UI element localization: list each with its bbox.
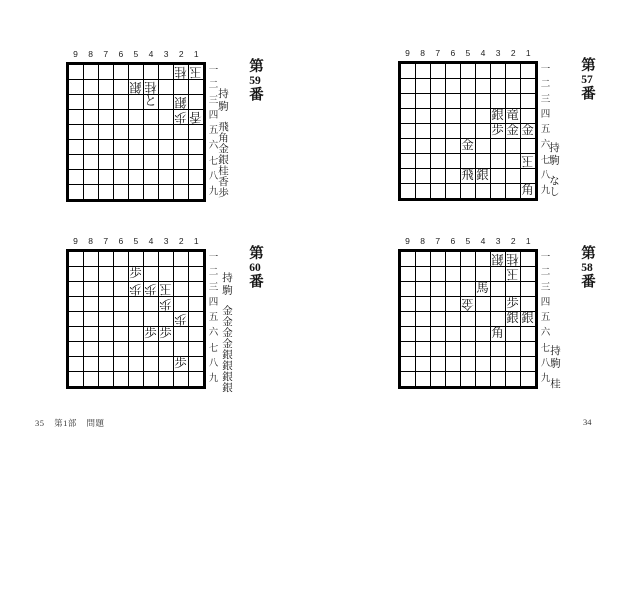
column-number: 3: [163, 49, 169, 59]
shogi-piece-sente: 金: [521, 123, 534, 137]
column-number: 9: [405, 48, 410, 58]
hand-pieces: 金金金金銀銀銀銀: [221, 305, 232, 393]
hand-pieces: 飛角金銀桂香歩: [217, 121, 228, 198]
shogi-piece-gote: 桂: [506, 252, 519, 266]
footer-section-title: 35 第1部 問題: [35, 418, 105, 428]
shogi-piece-sente: 歩: [491, 123, 504, 137]
row-number: 二: [540, 268, 551, 279]
column-number: 6: [450, 48, 456, 58]
shogi-board: [66, 249, 206, 389]
row-number: 四: [540, 110, 551, 121]
column-numbers: [68, 49, 204, 60]
column-number: 2: [178, 49, 184, 59]
shogi-piece-sente: 歩: [506, 296, 519, 310]
problem-57-block: [398, 48, 608, 211]
shogi-piece-gote: 歩: [144, 282, 157, 296]
row-number: 五: [208, 126, 219, 137]
row-number: 六: [540, 140, 551, 151]
column-number: 6: [118, 236, 124, 246]
shogi-piece-sente: 歩: [174, 356, 187, 370]
row-number: 八: [540, 170, 551, 181]
shogi-board: [66, 62, 206, 202]
column-numbers: [400, 236, 536, 247]
row-number: 一: [540, 65, 551, 75]
pieces-in-hand: [547, 142, 559, 197]
row-number: 五: [540, 313, 551, 324]
row-number: 四: [540, 298, 551, 309]
column-numbers: [400, 48, 536, 59]
column-number: 8: [420, 48, 425, 58]
row-number: 二: [540, 80, 551, 91]
column-number: 7: [103, 49, 109, 59]
footer-page-number: 34: [583, 417, 592, 427]
column-number: 2: [510, 236, 516, 246]
problem-title: [579, 57, 595, 103]
shogi-piece-gote: 歩: [159, 297, 172, 311]
shogi-piece-sente: 角: [521, 183, 534, 197]
hand-label: 持駒: [217, 88, 228, 113]
hand-pieces: 桂: [549, 378, 560, 389]
column-number: 5: [133, 49, 139, 59]
row-number: 二: [208, 81, 219, 92]
column-number: 8: [88, 49, 93, 59]
pieces-in-hand: [220, 272, 232, 393]
column-numbers: [68, 236, 204, 247]
shogi-piece-sente: 銀: [521, 311, 534, 325]
column-number: 9: [73, 49, 78, 59]
row-number: 九: [540, 185, 551, 196]
shogi-piece-gote: 歩: [174, 312, 187, 326]
column-number: 5: [465, 236, 471, 246]
hand-label: 持駒: [548, 142, 559, 167]
column-number: 8: [88, 236, 93, 246]
shogi-piece-sente: 歩: [129, 266, 142, 280]
shogi-piece-sente: 金: [461, 138, 474, 152]
column-number: 3: [495, 236, 501, 246]
shogi-piece-sente: 歩: [159, 326, 172, 340]
row-number: 七: [540, 155, 551, 166]
shogi-piece-gote: 香: [189, 110, 202, 124]
row-number: 三: [540, 283, 551, 294]
shogi-piece-gote: 銀: [174, 95, 187, 109]
column-number: 5: [133, 236, 139, 246]
row-number: 六: [208, 328, 219, 339]
shogi-piece-gote: 玉: [506, 267, 519, 281]
problem-title: [247, 245, 263, 291]
shogi-piece-sente: 金: [506, 123, 519, 137]
column-number: 1: [193, 49, 199, 59]
column-number: 4: [480, 236, 486, 246]
shogi-piece-sente: 角: [491, 326, 504, 340]
column-number: 4: [480, 48, 486, 58]
row-number: 八: [208, 171, 219, 182]
shogi-piece-gote: 金: [461, 297, 474, 311]
column-number: 7: [435, 48, 441, 58]
column-number: 5: [465, 48, 471, 58]
pieces-in-hand: [216, 88, 228, 198]
column-number: 1: [525, 48, 531, 58]
column-number: 3: [163, 236, 169, 246]
column-number: 8: [420, 236, 425, 246]
shogi-piece-gote: 歩: [174, 110, 187, 124]
row-number: 二: [208, 268, 219, 279]
column-number: 7: [103, 236, 109, 246]
row-number: 五: [540, 125, 551, 136]
row-number: 六: [540, 328, 551, 339]
row-number: 一: [208, 66, 219, 76]
row-number: 三: [540, 95, 551, 106]
row-number: 八: [540, 358, 551, 369]
column-number: 7: [435, 236, 441, 246]
row-number: 七: [208, 343, 219, 354]
problem-58-block: [398, 236, 608, 399]
column-number: 4: [148, 49, 154, 59]
problem-title-prefix: 第: [247, 245, 263, 262]
column-number: 1: [193, 236, 199, 246]
problem-title-suffix: 番: [579, 85, 595, 103]
column-number: 9: [73, 236, 78, 246]
problem-title: [247, 58, 263, 104]
problem-60-block: [66, 236, 276, 399]
column-number: 2: [510, 48, 516, 58]
row-number: 七: [208, 156, 219, 167]
column-number: 1: [525, 236, 531, 246]
shogi-piece-sente: 銀: [476, 168, 489, 182]
shogi-piece-gote: 玉: [189, 65, 202, 79]
shogi-piece-gote: 銀: [491, 252, 504, 266]
column-number: 2: [178, 236, 184, 246]
shogi-board: [398, 61, 538, 201]
hand-label: 持駒: [549, 345, 560, 370]
shogi-piece-gote: 銀: [129, 80, 142, 94]
column-number: 6: [450, 236, 456, 246]
pieces-in-hand: [548, 345, 560, 389]
column-number: 3: [495, 48, 501, 58]
row-number: 九: [208, 373, 219, 384]
problem-number: 60: [249, 262, 261, 274]
shogi-piece-sente: 竜: [506, 108, 519, 122]
shogi-piece-gote: 玉: [159, 282, 172, 296]
shogi-piece-sente: と: [144, 94, 157, 108]
problem-number: 57: [581, 74, 593, 86]
problem-number: 58: [581, 262, 593, 274]
problem-title-suffix: 番: [247, 273, 263, 291]
row-numbers: [207, 251, 220, 387]
row-number: 七: [540, 343, 551, 354]
shogi-piece-sente: 歩: [144, 326, 157, 340]
hand-pieces: なし: [548, 175, 559, 197]
shogi-piece-gote: 玉: [521, 154, 534, 168]
row-number: 四: [208, 111, 219, 122]
row-number: 三: [208, 283, 219, 294]
shogi-piece-gote: 桂: [144, 80, 157, 94]
problem-title-prefix: 第: [579, 245, 595, 262]
row-number: 一: [540, 253, 551, 263]
problem-title: [579, 245, 595, 291]
shogi-board: [398, 249, 538, 389]
row-number: 九: [540, 373, 551, 384]
row-number: 三: [208, 96, 219, 107]
shogi-piece-gote: 歩: [129, 282, 142, 296]
shogi-piece-sente: 馬: [476, 281, 489, 295]
row-number: 五: [208, 313, 219, 324]
problem-title-suffix: 番: [247, 86, 263, 104]
row-number: 六: [208, 141, 219, 152]
shogi-piece-gote: 桂: [174, 65, 187, 79]
column-number: 4: [148, 236, 154, 246]
problem-59-block: [66, 49, 276, 212]
row-number: 九: [208, 186, 219, 197]
row-number: 一: [208, 253, 219, 263]
problem-title-prefix: 第: [247, 58, 263, 75]
problem-title-prefix: 第: [579, 57, 595, 74]
problem-number: 59: [249, 75, 261, 87]
row-number: 四: [208, 298, 219, 309]
row-number: 八: [208, 358, 219, 369]
column-number: 9: [405, 236, 410, 246]
shogi-piece-sente: 銀: [506, 311, 519, 325]
problem-title-suffix: 番: [579, 273, 595, 291]
column-number: 6: [118, 49, 124, 59]
hand-label: 持駒: [221, 272, 232, 297]
shogi-piece-sente: 銀: [491, 108, 504, 122]
shogi-piece-sente: 飛: [461, 168, 474, 182]
